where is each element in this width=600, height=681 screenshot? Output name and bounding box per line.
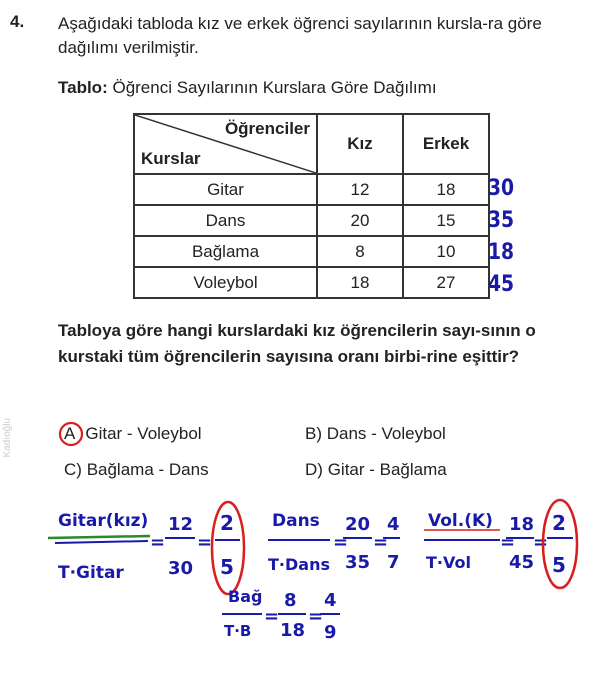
- work2-eq: =: [333, 532, 349, 553]
- column-header-kiz: Kız: [317, 114, 403, 174]
- work1-n2: 2: [220, 511, 234, 535]
- question-text: Aşağıdaki tabloda kız ve erkek öğrenci sayılarının kursla-ra göre dağılımı verilmiştir.: [58, 14, 542, 57]
- work3-numerator: Vol.(K): [428, 511, 493, 531]
- work1-n1: 12: [168, 514, 194, 535]
- row-label: Gitar: [134, 174, 317, 205]
- corner-bottom-label: Kurslar: [141, 149, 201, 168]
- cell-kiz: 20: [317, 205, 403, 236]
- option-d[interactable]: [305, 460, 447, 480]
- cell-erkek: 27: [403, 267, 489, 298]
- cell-erkek: 15: [403, 205, 489, 236]
- column-header-erkek: Erkek: [403, 114, 489, 174]
- work4-d1: 18: [280, 620, 306, 641]
- table-row: [134, 205, 489, 236]
- work3-d1: 45: [509, 552, 535, 573]
- question-number: 4.: [10, 12, 25, 31]
- option-a-letter: A: [64, 424, 76, 443]
- work2-d2: 7: [387, 552, 400, 573]
- question-prompt: Tabloya göre hangi kurslardaki kız öğrencilerin sayı-sının o kurstaki tüm öğrencilerin sayısına oranı birbi-rine eşittir?: [58, 321, 536, 366]
- handwritten-total: 35: [488, 208, 515, 233]
- table-corner-cell: [134, 114, 317, 174]
- option-b[interactable]: [305, 424, 446, 444]
- work2-eq2: =: [373, 532, 389, 553]
- table-row: [134, 267, 489, 298]
- work2-n2: 4: [387, 514, 400, 535]
- option-a[interactable]: [64, 424, 202, 444]
- work1-d1: 30: [168, 558, 194, 579]
- work4-eq2: =: [308, 606, 324, 627]
- work1-numerator: Gitar(kız): [58, 511, 149, 531]
- work2-denominator: T·Dans: [268, 555, 330, 574]
- work4-numerator: Bağ: [228, 587, 263, 606]
- cell-kiz: 8: [317, 236, 403, 267]
- work4-denominator: T·B: [224, 622, 252, 640]
- cell-erkek: 18: [403, 174, 489, 205]
- table-row: [134, 236, 489, 267]
- option-c-letter: C): [64, 460, 82, 479]
- work3-d2: 5: [552, 553, 566, 577]
- caption-label: Tablo:: [58, 78, 108, 97]
- work3-n2: 2: [552, 511, 566, 535]
- work4-n2: 4: [324, 590, 337, 611]
- caption-title: Öğrenci Sayılarının Kurslara Göre Dağılımı: [112, 78, 437, 97]
- option-a-text: Gitar - Voleybol: [85, 424, 202, 443]
- option-d-text: Gitar - Bağlama: [327, 460, 447, 479]
- handwritten-work: [0, 490, 600, 675]
- cell-kiz: 18: [317, 267, 403, 298]
- work4-eq: =: [264, 606, 280, 627]
- work3-n1: 18: [509, 514, 535, 535]
- work1-denominator: T·Gitar: [58, 563, 124, 583]
- watermark: Kadıoğlu: [2, 418, 13, 458]
- table-caption: [58, 78, 437, 98]
- work2-d1: 35: [345, 552, 371, 573]
- work4-n1: 8: [284, 590, 297, 611]
- row-label: Voleybol: [134, 267, 317, 298]
- handwritten-total: 30: [488, 176, 515, 201]
- row-label: Dans: [134, 205, 317, 236]
- option-c[interactable]: [64, 460, 209, 480]
- work3-denominator: T·Vol: [426, 553, 471, 572]
- option-b-letter: B): [305, 424, 322, 443]
- row-label: Bağlama: [134, 236, 317, 267]
- cell-kiz: 12: [317, 174, 403, 205]
- work1-d2: 5: [220, 555, 234, 579]
- handwritten-total: 45: [488, 272, 515, 297]
- option-d-letter: D): [305, 460, 323, 479]
- option-b-text: Dans - Voleybol: [326, 424, 446, 443]
- cell-erkek: 10: [403, 236, 489, 267]
- work1-eq: =: [150, 532, 166, 553]
- work3-eq: =: [500, 532, 516, 553]
- handwritten-total: 18: [488, 240, 515, 265]
- corner-top-label: Öğrenciler: [224, 119, 310, 138]
- work1-eq2: =: [197, 532, 213, 553]
- work2-numerator: Dans: [272, 511, 320, 531]
- distribution-table: [133, 113, 490, 299]
- work3-eq2: =: [533, 532, 549, 553]
- work4-d2: 9: [324, 622, 337, 643]
- work2-n1: 20: [345, 514, 371, 535]
- option-c-text: Bağlama - Dans: [86, 460, 209, 479]
- table-row: [134, 174, 489, 205]
